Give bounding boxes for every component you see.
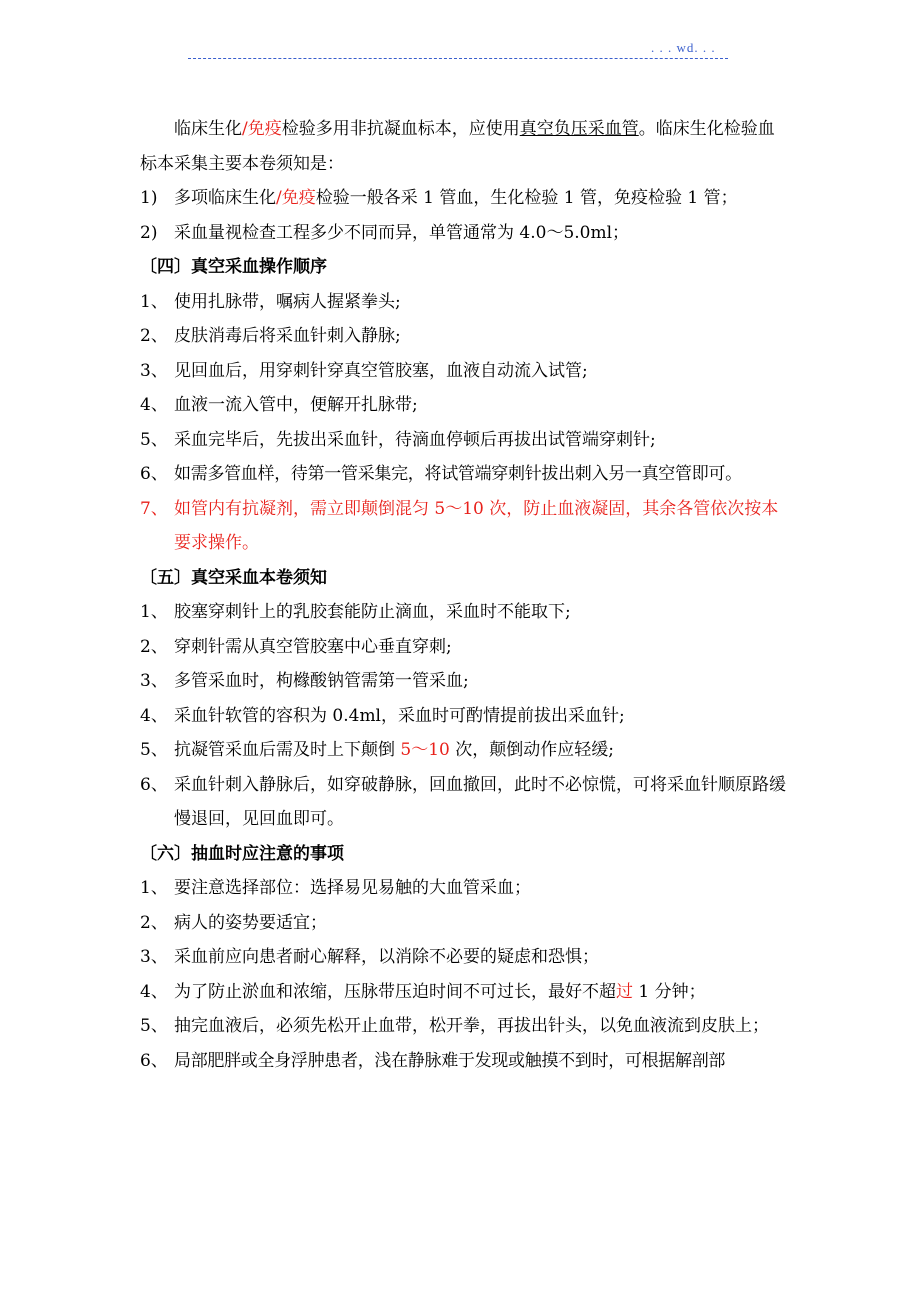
list-number: 6、 bbox=[140, 1050, 168, 1071]
list-item bbox=[140, 699, 790, 734]
list-item bbox=[140, 423, 790, 458]
list-text: 采血前应向患者耐心解释，以消除不必要的疑虑和恐惧； bbox=[174, 947, 599, 967]
list-number: 1、 bbox=[140, 878, 168, 898]
note-number: 1) bbox=[140, 188, 158, 208]
list-number: 1、 bbox=[140, 291, 168, 312]
list-number: 7、 bbox=[140, 498, 168, 519]
note-text bbox=[174, 181, 790, 216]
list-text: 血液一流入管中，便解开扎脉带; bbox=[174, 395, 418, 415]
list-number: 4、 bbox=[140, 981, 168, 1002]
list-item bbox=[140, 871, 790, 906]
intro-red-text: /免疫 bbox=[242, 119, 282, 139]
intro-text: 临床生化 bbox=[174, 119, 242, 139]
list-number: 4、 bbox=[140, 395, 168, 415]
document-body bbox=[140, 112, 790, 1078]
list-number: 2、 bbox=[140, 326, 168, 346]
note-text-part: 检验一般各采 1 管血，生化检验 1 管，免疫检验 1 管； bbox=[315, 188, 738, 208]
list-text bbox=[174, 975, 790, 1010]
intro-text: 。临床生化检验血标本采集主要本卷须知是： bbox=[140, 119, 775, 174]
list-number: 6、 bbox=[140, 774, 168, 795]
list-item bbox=[140, 906, 790, 941]
list-text-part: 次，颠倒动作应轻缓; bbox=[449, 740, 614, 760]
list-text: 局部肥胖或全身浮肿患者，浅在静脉难于发现或触摸不到时，可根据解剖部 bbox=[174, 1050, 726, 1071]
list-item bbox=[140, 940, 790, 975]
list-number: 5、 bbox=[140, 1016, 168, 1036]
list-text: 如管内有抗凝剂，需立即颠倒混匀 5～10 次，防止血液凝固，其余各管依次按本要求操作。 bbox=[174, 498, 779, 553]
note-item bbox=[140, 181, 790, 216]
list-red-text: 过 bbox=[616, 981, 633, 1002]
list-text: 抽完血液后，必须先松开止血带，松开拳，再拔出针头，以免血液流到皮肤上； bbox=[174, 1016, 769, 1036]
list-number: 5、 bbox=[140, 740, 168, 760]
list-text: 要注意选择部位：选择易见易触的大血管采血； bbox=[174, 878, 531, 898]
list-number: 2、 bbox=[140, 912, 168, 933]
list-text: 胶塞穿刺针上的乳胶套能防止滴血，采血时不能取下; bbox=[174, 602, 571, 622]
list-item bbox=[140, 285, 790, 320]
list-text-part: 抗凝管采血后需及时上下颠倒 bbox=[174, 740, 401, 760]
list-text-part: 1 分钟； bbox=[633, 981, 706, 1002]
list-text: 病人的姿势要适宜； bbox=[174, 912, 327, 933]
list-item bbox=[140, 457, 790, 492]
list-text: 穿刺针需从真空管胶塞中心垂直穿刺; bbox=[174, 636, 452, 657]
list-number: 4、 bbox=[140, 705, 168, 726]
intro-underlined-text: 真空负压采血管 bbox=[519, 119, 639, 139]
list-item bbox=[140, 388, 790, 423]
list-text: 多管采血时，枸橼酸钠管需第一管采血; bbox=[174, 671, 469, 691]
list-item bbox=[140, 319, 790, 354]
list-text: 采血针软管的容积为 0.4ml，采血时可酌情提前拔出采血针; bbox=[174, 705, 625, 726]
list-text-part: 为了防止淤血和浓缩，压脉带压迫时间不可过长，最好不超 bbox=[174, 981, 616, 1002]
list-item bbox=[140, 768, 790, 837]
list-text: 采血完毕后，先拔出采血针，待滴血停顿后再拔出试管端穿刺针; bbox=[174, 429, 656, 450]
list-number: 1、 bbox=[140, 602, 168, 622]
list-text: 见回血后，用穿刺针穿真空管胶塞，血液自动流入试管; bbox=[174, 360, 588, 381]
list-number: 3、 bbox=[140, 947, 168, 967]
list-text bbox=[174, 733, 790, 768]
list-item bbox=[140, 1044, 790, 1079]
list-text: 皮肤消毒后将采血针刺入静脉; bbox=[174, 326, 401, 346]
list-number: 5、 bbox=[140, 429, 168, 450]
header-tag: . . . wd. . . bbox=[651, 40, 716, 55]
list-number: 2、 bbox=[140, 636, 168, 657]
list-item bbox=[140, 975, 790, 1010]
section-heading: 〔五〕真空采血本卷须知 bbox=[140, 567, 327, 588]
list-number: 3、 bbox=[140, 671, 168, 691]
section-heading: 〔六〕抽血时应注意的事项 bbox=[140, 843, 344, 864]
note-item bbox=[140, 216, 790, 251]
list-number: 3、 bbox=[140, 360, 168, 381]
list-item bbox=[140, 733, 790, 768]
note-red-text: /免疫 bbox=[276, 188, 316, 208]
intro-text: 检验多用非抗凝血标本，应使用 bbox=[281, 119, 520, 139]
list-text: 如需多管血样，待第一管采集完，将试管端穿刺针拔出刺入另一真空管即可。 bbox=[174, 464, 742, 484]
list-number: 6、 bbox=[140, 464, 168, 484]
header-rule bbox=[188, 58, 728, 59]
list-item bbox=[140, 664, 790, 699]
list-item bbox=[140, 354, 790, 389]
list-item-highlighted bbox=[140, 492, 790, 561]
list-item bbox=[140, 630, 790, 665]
note-text: 采血量视检查工程多少不同而异，单管通常为 4.0～5.0ml； bbox=[174, 222, 630, 243]
note-number: 2) bbox=[140, 222, 158, 243]
list-text: 使用扎脉带，嘱病人握紧拳头; bbox=[174, 291, 401, 312]
list-text: 采血针刺入静脉后，如穿破静脉，回血撤回，此时不必惊慌，可将采血针顺原路缓慢退回，见回血即可。 bbox=[174, 774, 786, 829]
intro-paragraph bbox=[140, 112, 790, 181]
list-item bbox=[140, 1009, 790, 1044]
list-red-text: 5～10 bbox=[400, 740, 450, 760]
section-heading: 〔四〕真空采血操作顺序 bbox=[140, 257, 327, 277]
list-item bbox=[140, 595, 790, 630]
note-text-part: 多项临床生化 bbox=[174, 188, 276, 208]
